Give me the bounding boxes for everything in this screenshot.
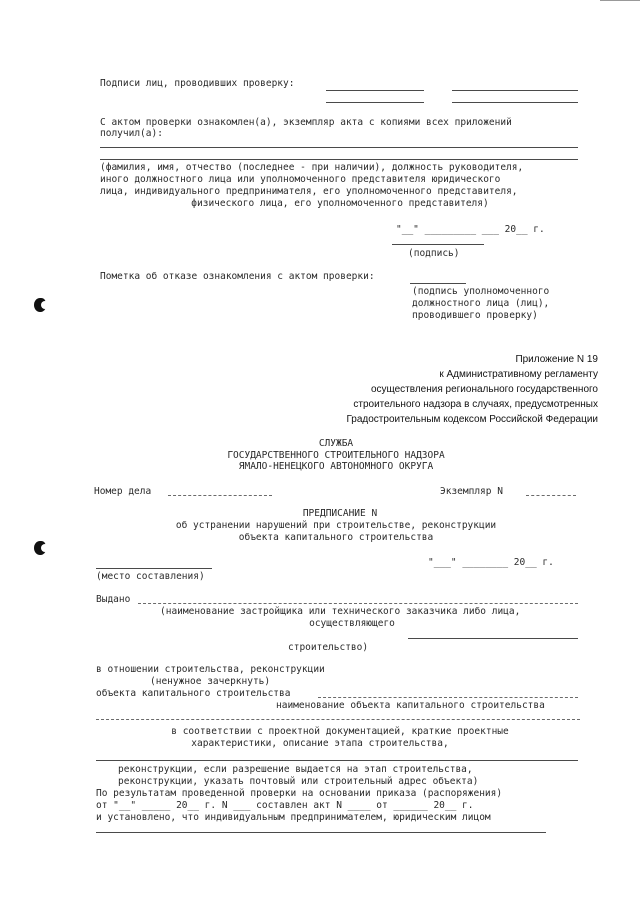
object-line: [318, 697, 578, 698]
service-title: ЯМАЛО-НЕНЕЦКОГО АВТОНОМНОГО ОКРУГА: [238, 461, 434, 472]
refusal-caption: (подпись уполномоченного: [412, 286, 550, 297]
reconstruction-text: реконструкции, если разрешение выдается на этап строительства,: [118, 764, 473, 775]
object-caption: наименование объекта капитального строительства: [276, 700, 545, 711]
reconstruction-text: реконструкции, указать почтовый или строительный адрес объекта): [118, 776, 479, 787]
check-result-text: и установлено, что индивидуальным предпринимателем, юридическим лицом: [96, 812, 491, 823]
appendix-line: строительного надзора в случаях, предусмотренных: [353, 399, 598, 410]
punch-hole-mark: [34, 541, 46, 555]
issued-caption: строительство): [288, 642, 369, 653]
accordance-text: в соответствии с проектной документацией, краткие проектные: [171, 726, 509, 737]
refusal-caption: должностного лица (лиц),: [412, 298, 550, 309]
fill-in-line: [96, 760, 578, 761]
issued-label: Выдано: [96, 594, 131, 605]
appendix-line: Градостроительным кодексом Российской Федерации: [346, 414, 598, 425]
fill-in-line: [408, 638, 578, 639]
date-line: "__" _________ ___ 20__ г.: [396, 224, 545, 235]
inspector-signatures-label: Подписи лиц, проводивших проверку:: [100, 78, 295, 89]
prescription-date-line: "___" ________ 20__ г.: [428, 557, 554, 568]
refusal-caption: проводившего проверку): [412, 310, 538, 321]
issued-caption: осуществляющего: [309, 618, 395, 629]
appendix-line: к Административному регламенту: [439, 369, 598, 380]
acknowledgement-line: получил(а):: [100, 128, 163, 139]
fill-in-line: [96, 719, 580, 720]
page-edge-mark: [600, 0, 640, 1]
appendix-title: Приложение N 19: [515, 354, 598, 365]
object-label: объекта капитального строительства: [96, 688, 291, 699]
relation-line: в отношении строительства, реконструкции: [96, 664, 325, 675]
check-result-text: от "__" _____ 20__ г. N ___ составлен акт N ____ от ______ 20__ г.: [96, 800, 474, 811]
place-line: [96, 568, 212, 569]
fill-in-line: [100, 159, 578, 160]
refusal-label: Пометка об отказе ознакомления с актом проверки:: [100, 271, 375, 282]
case-number-line: [168, 495, 272, 496]
prescription-subtitle: об устранении нарушений при строительстве, реконструкции: [175, 520, 497, 531]
prescription-title: ПРЕДПИСАНИЕ N: [302, 508, 378, 519]
signature-line: [326, 102, 424, 103]
punch-hole-mark: [34, 298, 46, 312]
caption-text: физического лица, его уполномоченного представителя): [191, 198, 489, 209]
signature-caption: (подпись): [408, 248, 460, 259]
accordance-text: характеристики, описание этапа строительства,: [191, 738, 449, 749]
appendix-line: осуществления регионального государственного: [370, 384, 598, 395]
signature-line: [326, 90, 424, 91]
fill-in-line: [96, 832, 546, 833]
check-result-text: По результатам проведенной проверки на основании приказа (распоряжения): [96, 788, 503, 799]
service-title: СЛУЖБА: [318, 438, 354, 449]
prescription-subtitle: объекта капитального строительства: [238, 532, 434, 543]
acknowledgement-line: С актом проверки ознакомлен(а), экземпляр акта с копиями всех приложений: [100, 117, 512, 128]
signature-line: [452, 90, 578, 91]
signature-line: [392, 244, 484, 245]
copy-number-label: Экземпляр N: [440, 486, 503, 497]
fill-in-line: [100, 147, 578, 148]
copy-number-line: [526, 495, 576, 496]
caption-text: (фамилия, имя, отчество (последнее - при наличии), должность руководителя,: [100, 162, 524, 173]
case-number-label: Номер дела: [94, 486, 152, 497]
caption-text: иного должностного лица или уполномоченного представителя юридического: [100, 174, 501, 185]
issued-line: [138, 603, 578, 604]
service-title: ГОСУДАРСТВЕННОГО СТРОИТЕЛЬНОГО НАДЗОРА: [227, 450, 445, 461]
signature-line: [410, 283, 466, 284]
caption-text: лица, индивидуального предпринимателя, его уполномоченного представителя,: [100, 186, 518, 197]
unneeded-caption: (ненужное зачеркнуть): [150, 676, 271, 687]
issued-caption: (наименование застройщика или технического заказчика либо лица,: [160, 606, 521, 617]
place-caption: (место составления): [96, 571, 205, 582]
signature-line: [452, 102, 578, 103]
